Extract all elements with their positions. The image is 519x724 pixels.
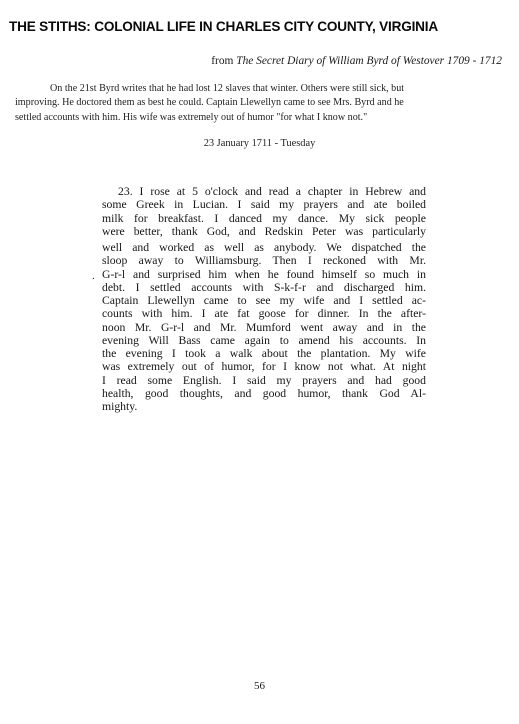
entry-line: was extremely out of humor, for I know not what. At night [102, 360, 426, 374]
chapter-title: THE STITHS: COLONIAL LIFE IN CHARLES CITY COUNTY, VIRGINIA [9, 19, 438, 34]
entry-line: evening Will Bass came again to amend his accounts. In [102, 333, 426, 347]
entry-line: G-r-l and surprised him when he found himself so much in [102, 267, 426, 281]
entry-line: well and worked as well as anybody. We dispatched the [102, 241, 426, 254]
entry-line: Captain Llewellyn came to see my wife and I settled ac- [102, 294, 426, 307]
intro-line: improving. He doctored them as best he could. Captain Llewellyn came to see Mrs. Byrd and he [15, 97, 404, 109]
source-prefix: from [211, 55, 237, 67]
intro-paragraph [15, 82, 505, 125]
source-book-title: The Secret Diary of William Byrd of Westover 1709 - 1712 [236, 55, 502, 67]
entry-line: health, good thoughts, and good humor, thank God Al- [102, 386, 426, 400]
entry-line: counts with him. I ate fat goose for dinner. In the after- [102, 307, 426, 321]
margin-mark: . [92, 270, 95, 282]
entry-line: 23. I rose at 5 o'clock and read a chapter in Hebrew and [118, 185, 426, 198]
diary-entry [102, 185, 426, 413]
source-citation [211, 55, 502, 67]
entry-line: debt. I settled accounts with S-k-f-r and discharged him. [102, 280, 426, 294]
intro-line: On the 21st Byrd writes that he had lost 12 slaves that winter. Others were still sick, but [50, 83, 405, 94]
entry-line: mighty. [102, 400, 138, 413]
entry-line: were better, thank God, and Redskin Peter was particularly [102, 224, 426, 238]
page-number: 56 [254, 680, 265, 692]
entry-dateline: 23 January 1711 - Tuesday [203, 138, 316, 149]
entry-line: some Greek in Lucian. I said my prayers and ate boiled [102, 198, 426, 212]
entry-line: I read some English. I said my prayers and had good [102, 373, 426, 387]
entry-line: sloop away to Williamsburg. Then I reckoned with Mr. [102, 254, 426, 268]
entry-line: the evening I took a walk about the plantation. My wife [102, 347, 426, 360]
intro-line: settled accounts with him. His wife was extremely out of humor "for what I know not." [15, 111, 368, 123]
entry-line: noon Mr. G-r-l and Mr. Mumford went away and in the [102, 320, 426, 334]
entry-line: milk for breakfast. I danced my dance. My sick people [102, 211, 426, 225]
